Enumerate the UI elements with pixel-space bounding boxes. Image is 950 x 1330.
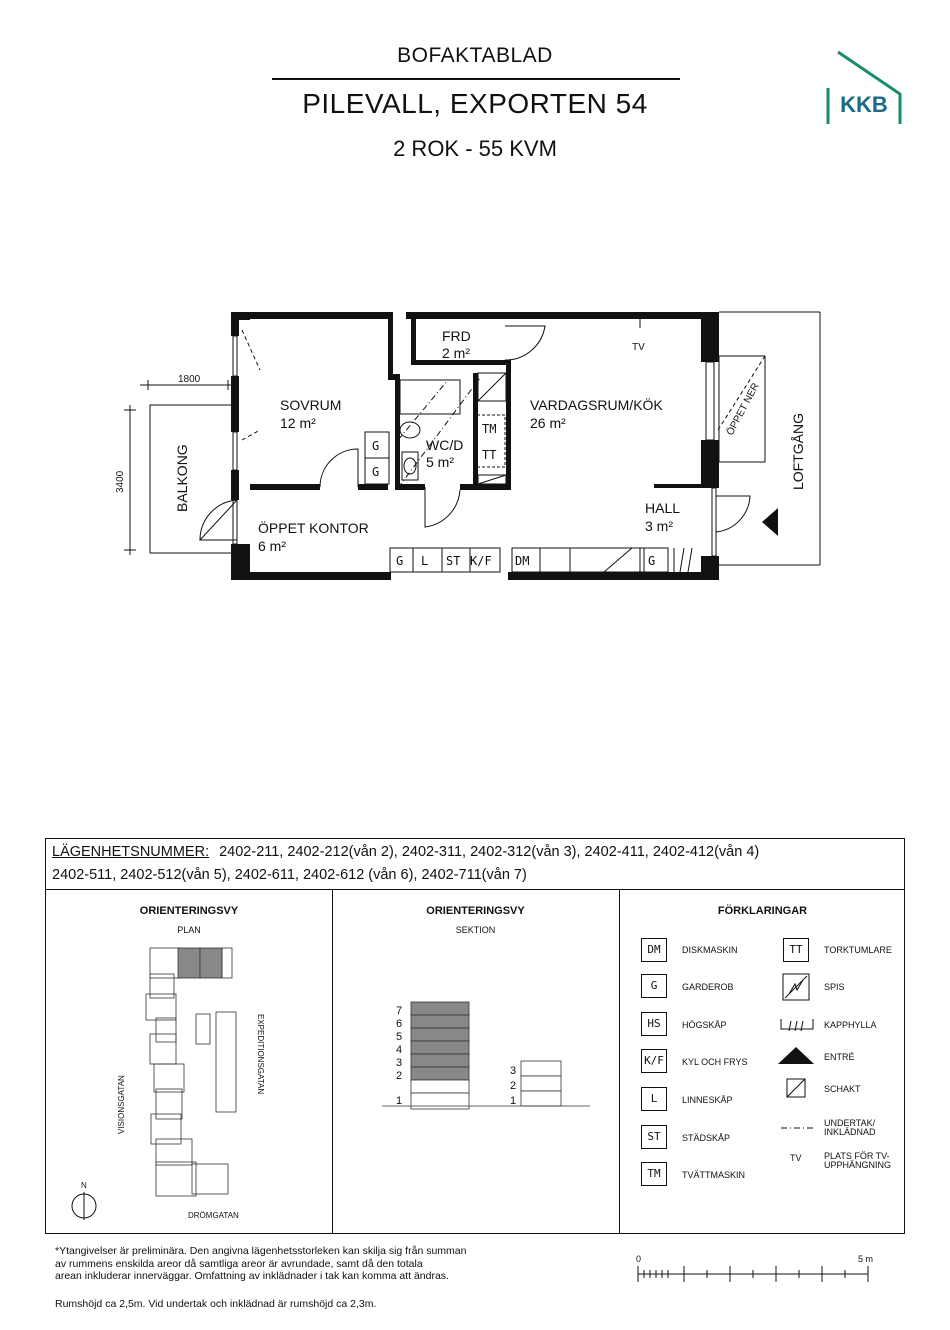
- fridge-kf: K/F: [470, 554, 492, 568]
- floor-7: 7: [396, 1005, 403, 1017]
- legend-title: FÖRKLARINGAR: [717, 905, 808, 917]
- legend-label-schakt: SCHAKT: [824, 1084, 861, 1094]
- legend-label-dm: DISKMASKIN: [682, 945, 738, 955]
- ceiling-height-note: Rumshöjd ca 2,5m. Vid undertak och inklädnad är rumshöjd ca 2,3m.: [55, 1298, 377, 1310]
- entre-icon: [776, 1044, 816, 1066]
- legend-label-spis: SPIS: [824, 982, 845, 992]
- undertak-icon: [779, 1124, 815, 1132]
- apartment-size: 2 ROK - 55 KVM: [393, 136, 557, 161]
- disclaimer: [55, 1245, 466, 1283]
- scale-start: 0: [636, 1254, 642, 1264]
- room-kontor-name: ÖPPET KONTOR: [258, 520, 369, 536]
- header-rule: [272, 78, 680, 80]
- street-expeditionsgatan: EXPEDITIONSGATAN: [256, 1014, 265, 1095]
- street-dromgatan: DRÖMGATAN: [188, 1211, 239, 1220]
- legend-label-g: GARDEROB: [682, 982, 734, 992]
- disclaimer-line1: *Ytangivelser är preliminära. Den angivna lägenhetsstorleken kan skilja sig från summan: [55, 1245, 467, 1257]
- street-visionsgatan: VISIONSGATAN: [117, 1075, 126, 1134]
- north-label: N: [81, 1181, 87, 1190]
- room-frd-area: 2 m²: [442, 345, 470, 361]
- divider: [619, 889, 620, 1233]
- kkb-logo: [826, 48, 904, 128]
- closet-g-2: G: [372, 465, 380, 479]
- floor-plan: [100, 300, 860, 600]
- orient-plan-subtitle: PLAN: [177, 925, 201, 935]
- floor-2: 2: [396, 1070, 403, 1082]
- page-title: PILEVALL, EXPORTEN 54: [302, 88, 648, 119]
- info-box: [45, 838, 905, 1234]
- floor-r3: 3: [510, 1065, 517, 1077]
- legend-label-kf: KYL OCH FRYS: [682, 1057, 748, 1067]
- room-vardagsrum-area: 26 m²: [530, 415, 566, 431]
- undertak-line2: INKLÄDNAD: [824, 1127, 876, 1137]
- legend-code-dm: DM: [641, 938, 667, 962]
- floor-5: 5: [396, 1031, 403, 1043]
- legend-label-undertak: [824, 1119, 876, 1137]
- floor-6: 6: [396, 1018, 403, 1030]
- room-hall-name: HALL: [645, 500, 681, 516]
- room-wcd-area: 5 m²: [426, 454, 454, 470]
- divider: [46, 889, 904, 890]
- room-frd-name: FRD: [442, 328, 471, 344]
- dimension-height: 3400: [115, 470, 126, 493]
- legend-label-st: STÄDSKÅP: [682, 1133, 731, 1143]
- floor-3: 3: [396, 1057, 403, 1069]
- legend-code-g: G: [641, 974, 667, 998]
- closet-g-4: G: [648, 554, 656, 568]
- floor-1: 1: [396, 1095, 403, 1107]
- tv-marker: TV: [632, 342, 645, 353]
- floor-r1: 1: [510, 1095, 517, 1107]
- oppetner-label: ÖPPET NER: [724, 381, 762, 438]
- legend-label-l: LINNESKÅP: [682, 1095, 733, 1105]
- legend-label-tt: TORKTUMLARE: [824, 945, 892, 955]
- orient-section-subtitle: SEKTION: [455, 925, 496, 935]
- loftgang-label: LOFTGÅNG: [790, 412, 806, 490]
- apartment-numbers-line2: 2402-511, 2402-512(vån 5), 2402-611, 2402-612 (vån 6), 2402-711(vån 7): [52, 867, 527, 883]
- document-type: BOFAKTABLAD: [397, 44, 553, 67]
- legend-code-st: ST: [641, 1125, 667, 1149]
- scale-end: 5 m: [858, 1254, 874, 1264]
- undertak-line1: UNDERTAK/: [824, 1118, 876, 1128]
- floor-4: 4: [396, 1044, 403, 1056]
- legend-code-hs: HS: [641, 1012, 667, 1036]
- legend-code-tt: TT: [783, 938, 809, 962]
- logo-text: KKB: [840, 92, 888, 117]
- dishwasher-dm: DM: [515, 554, 530, 568]
- disclaimer-line3: arean inkluderar innerväggar. Omfattning av inklädnader i tak kan komma att ändras.: [55, 1270, 449, 1282]
- apartment-numbers-line1: [52, 844, 759, 860]
- legend-label-hs: HÖGSKÅP: [682, 1020, 727, 1030]
- room-wcd-name: WC/D: [426, 437, 464, 453]
- apartment-numbers-label: LÄGENHETSNUMMER:: [52, 844, 210, 860]
- room-kontor-area: 6 m²: [258, 538, 286, 554]
- legend-label-kapphylla: KAPPHYLLA: [824, 1020, 877, 1030]
- room-sovrum-name: SOVRUM: [280, 397, 342, 413]
- room-sovrum-area: 12 m²: [280, 415, 316, 431]
- legend-code-kf: K/F: [641, 1049, 667, 1073]
- linen-l: L: [421, 554, 429, 568]
- closet-g-3: G: [396, 554, 404, 568]
- legend-label-entre: ENTRÉ: [824, 1052, 855, 1062]
- schakt-icon: [785, 1077, 809, 1101]
- entrance-marker: [762, 508, 778, 536]
- floor-r2: 2: [510, 1080, 517, 1092]
- dimension-width: 1800: [178, 374, 201, 385]
- legend-code-l: L: [641, 1087, 667, 1111]
- cleaning-st: ST: [446, 554, 461, 568]
- orient-section-diagram: [332, 994, 619, 1144]
- disclaimer-line2: av rummens enskilda areor då samtliga areor är avrundade, samt då den totala: [55, 1257, 423, 1270]
- balkong-label: BALKONG: [174, 444, 190, 512]
- legend-label-tv: [824, 1152, 891, 1170]
- legend-label-tm: TVÄTTMASKIN: [682, 1170, 746, 1180]
- orient-section-title: ORIENTERINGSVY: [426, 905, 525, 917]
- tv-line2: UPPHÄNGNING: [824, 1160, 892, 1170]
- washer-tm: TM: [482, 422, 497, 436]
- closet-g-1: G: [372, 439, 380, 453]
- orient-plan-map: [46, 934, 332, 1224]
- kapphylla-icon: [779, 1015, 815, 1035]
- tv-line1: PLATS FÖR TV-: [824, 1151, 890, 1161]
- spis-icon: [781, 972, 815, 1002]
- orient-plan-title: ORIENTERINGSVY: [139, 905, 239, 917]
- dryer-tt: TT: [482, 448, 497, 462]
- room-vardagsrum-name: VARDAGSRUM/KÖK: [530, 397, 663, 413]
- legend-code-tv: TV: [790, 1153, 802, 1163]
- scale-bar: [630, 1250, 880, 1290]
- legend-code-tm: TM: [641, 1162, 667, 1186]
- apartment-numbers-list1: 2402-211, 2402-212(vån 2), 2402-311, 2402-312(vån 3), 2402-411, 2402-412(vån 4): [219, 844, 760, 860]
- room-hall-area: 3 m²: [645, 518, 673, 534]
